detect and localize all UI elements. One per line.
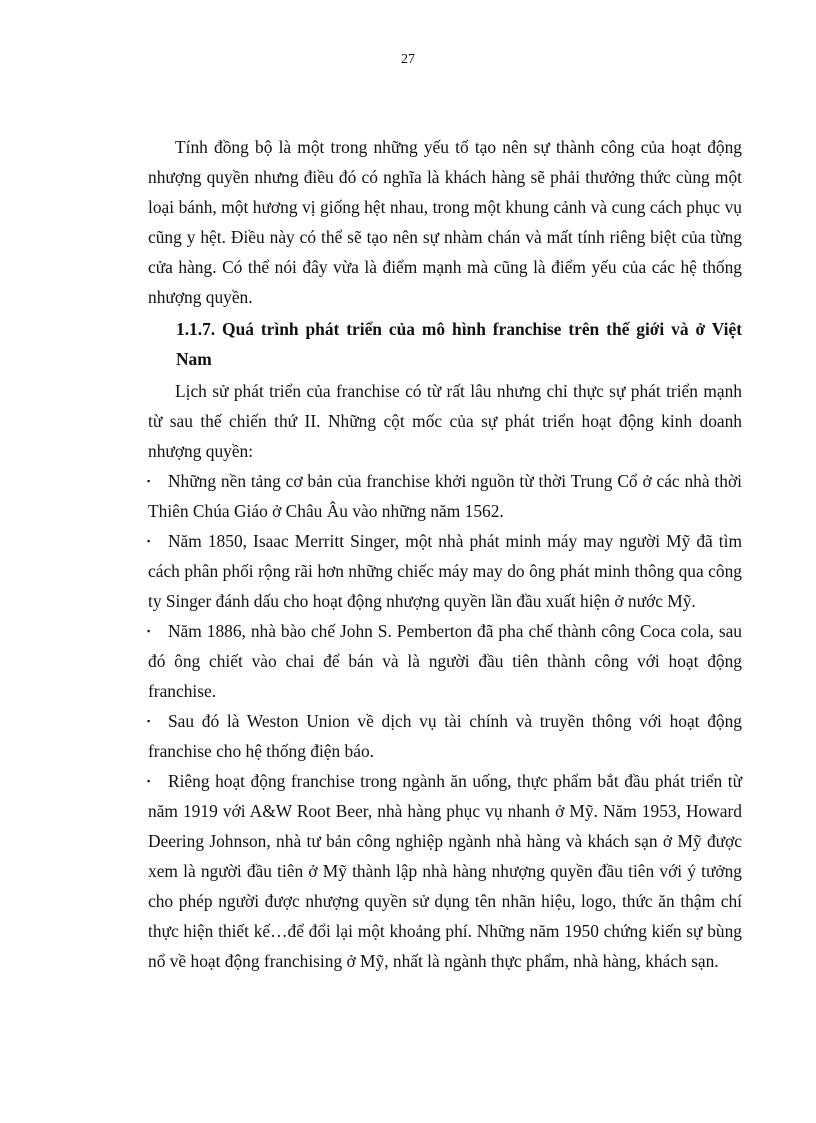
list-item-text: Những nền tảng cơ bản của franchise khởi nguồn từ thời Trung Cổ ở các nhà thời Thiên Chúa Giáo ở Châu Âu vào những năm 1562. bbox=[148, 471, 742, 521]
page-number: 27 bbox=[401, 52, 415, 67]
bullet-icon: ▪ bbox=[147, 716, 151, 726]
list-item-text: Năm 1886, nhà bào chế John S. Pemberton đã pha chế thành công Coca cola, sau đó ông chiết vào chai để bán và là người đầu tiên thành công với hoạt động franchise. bbox=[148, 621, 742, 701]
paragraph-consistency: Tính đồng bộ là một trong những yếu tố tạo nên sự thành công của hoạt động nhượng quyền nhưng điều đó có nghĩa là khách hàng sẽ phải thưởng thức cùng một loại bánh, một hương vị giống hệt nhau, trong một khung cảnh và cung cách phục vụ cũng y hệt. Điều này có thể sẽ tạo nên sự nhàm chán và mất tính riêng biệt của từng cửa hàng. Có thể nói đây vừa là điểm mạnh mà cũng là điểm yếu của các hệ thống nhượng quyền. bbox=[148, 137, 742, 307]
list-item-text: Riêng hoạt động franchise trong ngành ăn uống, thực phẩm bắt đầu phát triển từ năm 1919 với A&W Root Beer, nhà hàng phục vụ nhanh ở Mỹ. Năm 1953, Howard Deering Johnson, nhà tư bản công nghiệp ngành nhà hàng và khách sạn ở Mỹ được xem là người đầu tiên ở Mỹ thành lập nhà hàng nhượng quyền đầu tiên với ý tưởng cho phép người được nhượng quyền sử dụng tên nhãn hiệu, logo, thức ăn thậm chí thực hiện thiết kế…để đổi lại một khoảng phí. Những năm 1950 chứng kiến sự bùng nổ về hoạt động franchising ở Mỹ, nhất là ngành thực phẩm, nhà hàng, khách sạn. bbox=[148, 771, 742, 971]
paragraph-history: Lịch sử phát triển của franchise có từ rất lâu nhưng chỉ thực sự phát triển mạnh từ sau thế chiến thứ II. Những cột mốc của sự phát triển hoạt động kinh doanh nhượng quyền: bbox=[148, 381, 742, 461]
list-item-text: Sau đó là Weston Union về dịch vụ tài chính và truyền thông với hoạt động franchise cho hệ thống điện báo. bbox=[148, 711, 742, 761]
bullet-icon: ▪ bbox=[147, 776, 151, 786]
section-heading: 1.1.7. Quá trình phát triển của mô hình franchise trên thế giới và ở Việt Nam bbox=[176, 319, 742, 369]
bullet-icon: ▪ bbox=[147, 626, 151, 636]
list-item bbox=[148, 616, 742, 706]
list-item bbox=[148, 706, 742, 766]
bullet-icon: ▪ bbox=[147, 476, 151, 486]
document-body bbox=[148, 132, 742, 976]
list-item bbox=[148, 526, 742, 616]
bullet-icon: ▪ bbox=[147, 536, 151, 546]
list-item bbox=[148, 466, 742, 526]
list-item-text: Năm 1850, Isaac Merritt Singer, một nhà phát minh máy may người Mỹ đã tìm cách phân phối rộng rãi hơn những chiếc máy may do ông phát minh thông qua công ty Singer đánh dấu cho hoạt động nhượng quyền lần đầu xuất hiện ở nước Mỹ. bbox=[148, 531, 742, 611]
list-item bbox=[148, 766, 742, 976]
